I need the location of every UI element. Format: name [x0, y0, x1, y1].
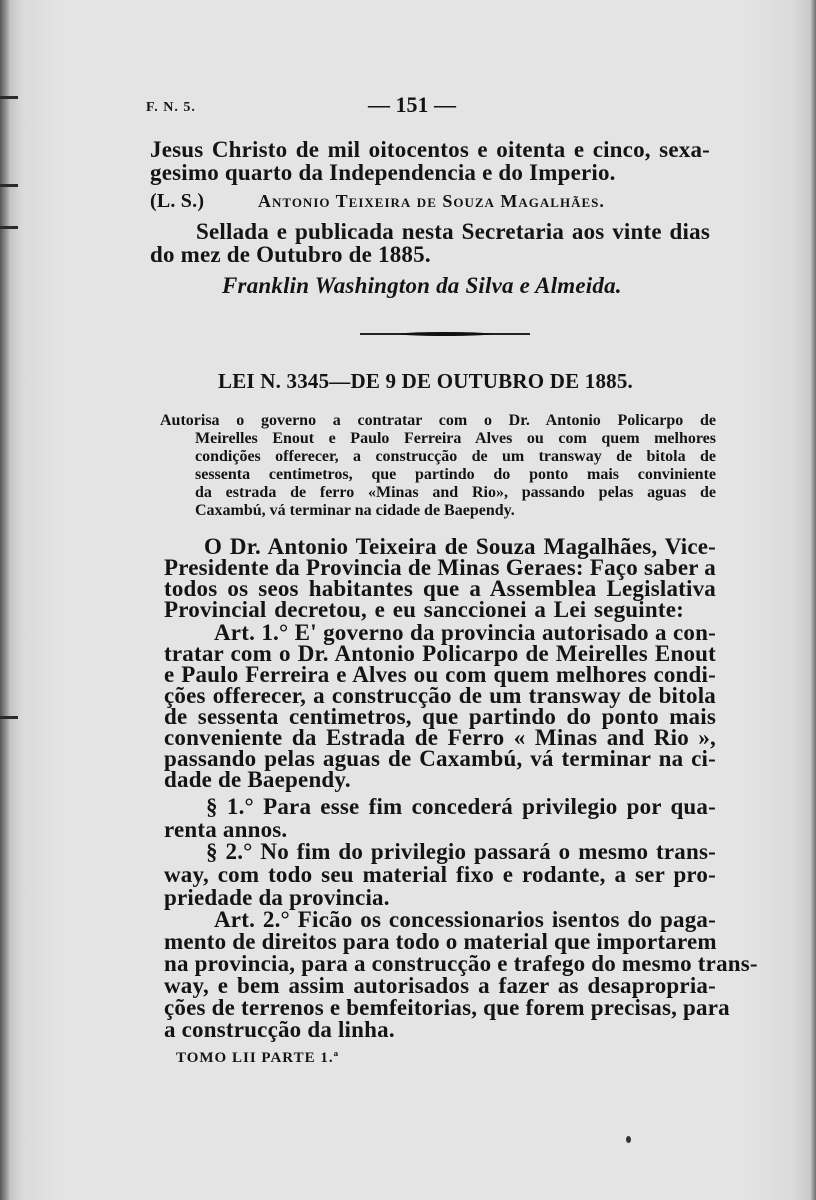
- body-line: way, com todo seu material fixo e rodante, a ser pro-: [164, 862, 716, 887]
- body-line: a construcção da linha.: [164, 1017, 395, 1042]
- body-line: na provincia, para a construcção e trafego do mesmo trans-: [164, 951, 758, 976]
- body-line: way, e bem assim autorisados a fazer as desapropria-: [164, 973, 716, 998]
- page-number: — 151 —: [368, 92, 456, 117]
- publication-line: do mez de Outubro de 1885.: [150, 242, 431, 267]
- summary-line: da estrada de ferro «Minas and Rio», passando pelas aguas de: [195, 484, 716, 501]
- body-line: de sessenta centimetros, que partindo do ponto mais: [164, 704, 716, 729]
- volume-footer: TOMO LII PARTE 1.ª: [176, 1050, 340, 1066]
- body-line: tratar com o Dr. Antonio Policarpo de Meirelles Enout: [164, 641, 716, 666]
- body-line: conveniente da Estrada de Ferro « Minas and Rio »,: [164, 725, 716, 750]
- body-line: ções de terrenos e bemfeitorias, que forem precisas, para: [164, 995, 730, 1020]
- binding-shadow: [0, 0, 10, 1200]
- body-line: passando pelas aguas de Caxambú, vá terminar na ci-: [164, 746, 716, 771]
- article-2-line: Art. 2.° Ficão os concessionarios isentos do paga-: [214, 907, 716, 932]
- seal-label: (L. S.): [150, 190, 205, 212]
- summary-line: Autorisa o governo a contratar com o Dr. Antonio Policarpo de: [160, 412, 716, 429]
- article-1-line: Art. 1.° E' governo da provincia autorisado a con-: [214, 620, 716, 645]
- page-edge-shadow: [810, 0, 816, 1200]
- body-line: e Paulo Ferreira e Alves ou com quem melhores condi-: [164, 662, 716, 687]
- publication-line: Sellada e publicada nesta Secretaria aos vinte dias: [196, 219, 710, 244]
- law-title: LEI N. 3345—DE 9 DE OUTUBRO DE 1885.: [218, 369, 633, 393]
- margin-mark: [0, 96, 18, 99]
- signatory-name: Antonio Teixeira de Souza Magalhães.: [258, 191, 605, 211]
- section-divider: [360, 332, 530, 336]
- body-line: mento de direitos para todo o material que importarem: [164, 929, 717, 954]
- margin-mark: [0, 716, 18, 719]
- summary-line: Caxambú, vá terminar na cidade de Baependy.: [195, 502, 515, 519]
- decree-text-line: gesimo quarto da Independencia e do Imperio.: [150, 160, 616, 185]
- body-line: ções offerecer, a construcção de um transway de bitola: [164, 683, 716, 708]
- signature-mark: F. N. 5.: [146, 100, 196, 115]
- body-line: Presidente da Provincia de Minas Geraes: Faço saber a: [164, 555, 716, 580]
- paragraph-1-line: § 1.° Para esse fim concederá privilegio por qua-: [206, 794, 716, 819]
- body-line: priedade da provincia.: [164, 885, 390, 910]
- page-header: [146, 92, 706, 122]
- summary-line: sessenta centimetros, que partindo do ponto mais conviniente: [195, 466, 716, 483]
- body-line: O Dr. Antonio Teixeira de Souza Magalhães, Vice-: [204, 534, 716, 559]
- summary-line: condições offerecer, a construcção de um transway de bitola de: [195, 448, 716, 465]
- summary-line: Meirelles Enout e Paulo Ferreira Alves ou com quem melhores: [195, 430, 716, 447]
- body-line: dade de Baependy.: [164, 767, 351, 792]
- margin-mark: [0, 184, 18, 187]
- paragraph-2-line: § 2.° No fim do privilegio passará o mesmo trans-: [206, 839, 716, 864]
- secretary-signature: Franklin Washington da Silva e Almeida.: [222, 273, 622, 298]
- ink-speck: [626, 1136, 631, 1143]
- decree-text-line: Jesus Christo de mil oitocentos e oitenta e cinco, sexa-: [150, 137, 710, 162]
- margin-mark: [0, 226, 18, 229]
- body-line: todos os seos habitantes que a Assemblea Legislativa: [164, 576, 716, 601]
- body-line: Provincial decretou, e eu sanccionei a Lei seguinte:: [164, 597, 684, 622]
- body-line: renta annos.: [164, 817, 288, 842]
